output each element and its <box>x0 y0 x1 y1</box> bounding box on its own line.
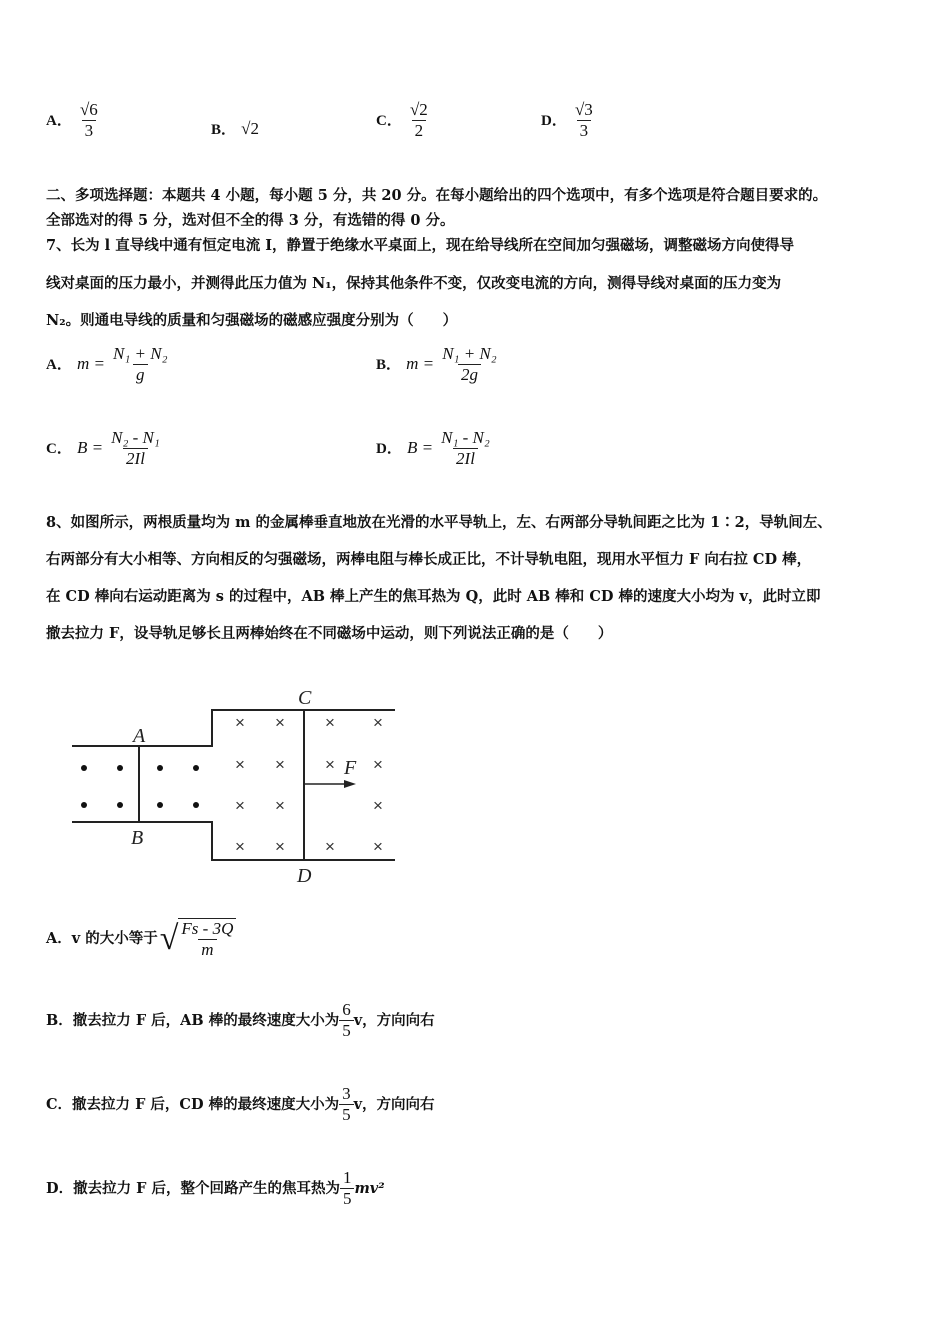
fraction-denominator: m <box>198 939 216 960</box>
fraction-numerator: Fs - 3Q <box>181 919 234 938</box>
upper-rail <box>72 710 395 746</box>
field-cross: × <box>373 837 383 856</box>
option-text: v 的大小等于 <box>71 930 158 947</box>
fraction-numerator: 6 <box>342 1000 351 1019</box>
fraction-numerator: 1 <box>342 1168 352 1187</box>
equation-lhs: m = <box>406 354 435 373</box>
label-d: D <box>297 865 312 887</box>
option-label: B． <box>46 1011 73 1029</box>
fraction-denominator: 2g <box>458 364 481 385</box>
q8-option-a <box>46 918 236 960</box>
field-dot <box>193 802 199 808</box>
equation-lhs: B = <box>406 438 434 457</box>
option-tail: v，方向向右 <box>353 1011 435 1029</box>
fraction-denominator: 5 <box>339 1020 354 1041</box>
field-dot <box>193 765 199 771</box>
option-text: 撤去拉力 F 后，CD 棒的最终速度大小为 <box>72 1095 340 1113</box>
field-cross: × <box>235 796 245 815</box>
field-dot <box>157 802 163 808</box>
radical-sign: √ <box>159 920 179 957</box>
option-label: C． <box>46 441 72 457</box>
field-dot <box>117 765 123 771</box>
q7-option-b <box>376 344 500 385</box>
fraction <box>439 344 499 385</box>
field-cross: × <box>275 837 285 856</box>
fraction-numerator: √2 <box>409 100 428 119</box>
field-cross: × <box>235 755 245 774</box>
field-cross: × <box>373 796 383 815</box>
fraction-denominator: 2 <box>412 120 427 141</box>
label-c: C <box>298 687 312 709</box>
q6-option-d <box>541 100 596 141</box>
fraction <box>572 100 596 141</box>
label-b: B <box>131 827 144 849</box>
q7-stem-line3: N₂。则通电导线的质量和匀强磁场的磁感应强度分别为（ ） <box>46 312 458 329</box>
fraction-numerator: N₁ + N₂ <box>442 344 497 363</box>
field-dot <box>157 765 163 771</box>
field-cross: × <box>275 713 285 732</box>
fraction-denominator: g <box>133 364 148 385</box>
option-label: C． <box>376 113 402 129</box>
q6-option-b <box>211 118 259 139</box>
q8-stem-line4: 撤去拉力 F，设导轨足够长且两棒始终在不同磁场中运动，则下列说法正确的是（ ） <box>46 625 613 642</box>
label-a: A <box>133 725 146 747</box>
fraction-denominator: 5 <box>340 1188 355 1209</box>
fraction <box>77 100 101 141</box>
q7-stem-line1: 7、长为 l 直导线中通有恒定电流 I，静置于绝缘水平桌面上，现在给导线所在空间加匀强磁场，调整磁场方向使得导 <box>46 237 795 254</box>
option-label: B． <box>211 122 237 138</box>
field-cross: × <box>325 837 335 856</box>
q7-option-a <box>46 344 171 385</box>
equation-lhs: m = <box>76 354 105 373</box>
field-cross: × <box>373 713 383 732</box>
fraction-denominator: 3 <box>82 120 97 141</box>
section-heading-line2: 全部选对的得 5 分，选对但不全的得 3 分，有选错的得 0 分。 <box>46 212 455 229</box>
q8-option-c <box>46 1084 435 1125</box>
fraction-numerator: N₁ - N₂ <box>441 428 490 447</box>
fraction-numerator: √3 <box>574 100 593 119</box>
fraction-numerator: N₁ + N₂ <box>113 344 168 363</box>
fraction-denominator: 2Il <box>453 448 478 469</box>
q8-option-b <box>46 1000 435 1041</box>
fraction-denominator: 2Il <box>123 448 148 469</box>
option-label: D． <box>541 113 567 129</box>
option-tail: v，方向向右 <box>353 1095 435 1113</box>
q8-option-d <box>46 1168 385 1209</box>
fraction <box>110 344 170 385</box>
option-text: 撤去拉力 F 后，AB 棒的最终速度大小为 <box>72 1011 340 1029</box>
option-tail: mv² <box>354 1179 385 1197</box>
field-cross: × <box>275 755 285 774</box>
option-label: A． <box>46 930 72 947</box>
field-cross: × <box>325 755 335 774</box>
field-cross: × <box>235 837 245 856</box>
fraction <box>438 428 493 469</box>
field-dot <box>81 802 87 808</box>
fraction <box>108 428 163 469</box>
fraction <box>178 918 236 960</box>
field-cross: × <box>275 796 285 815</box>
fraction-denominator: 5 <box>339 1104 354 1125</box>
force-arrowhead <box>344 780 356 788</box>
option-label: D． <box>376 441 402 457</box>
q8-stem-line3: 在 CD 棒向右运动距离为 s 的过程中，AB 棒上产生的焦耳热为 Q，此时 AB 棒和 CD 棒的速度大小均为 v，此时立即 <box>46 588 821 605</box>
q6-option-c <box>376 100 431 141</box>
option-label: A． <box>46 113 72 129</box>
fraction-numerator: N₂ - N₁ <box>111 428 160 447</box>
q8-stem-line2: 右两部分有大小相等、方向相反的匀强磁场，两棒电阻与棒长成正比，不计导轨电阻，现用水平恒力 F 向右拉 CD 棒， <box>46 551 812 568</box>
q8-stem-line1: 8、如图所示，两根质量均为 m 的金属棒垂直地放在光滑的水平导轨上，左、右两部分导轨间距之比为 1∶2，导轨间左、 <box>46 514 832 531</box>
fraction <box>340 1168 355 1209</box>
equation-lhs: B = <box>76 438 104 457</box>
fraction <box>339 1084 354 1125</box>
fraction-denominator: 3 <box>577 120 592 141</box>
option-label: C． <box>46 1095 73 1113</box>
lower-rail <box>72 822 395 860</box>
fraction <box>339 1000 354 1041</box>
field-cross: × <box>235 713 245 732</box>
option-text: 撤去拉力 F 后，整个回路产生的焦耳热为 <box>73 1179 340 1197</box>
option-label: D． <box>46 1179 74 1197</box>
field-dot <box>117 802 123 808</box>
rail-diagram <box>60 680 410 892</box>
fraction-numerator: 3 <box>342 1084 351 1103</box>
field-dot <box>81 765 87 771</box>
field-cross: × <box>373 755 383 774</box>
q7-stem-line2: 线对桌面的压力最小，并测得此压力值为 N₁，保持其他条件不变，仅改变电流的方向，测得导线对桌面的压力变为 <box>46 275 782 292</box>
option-label: B． <box>376 357 402 373</box>
q6-option-a <box>46 100 101 141</box>
field-cross: × <box>325 713 335 732</box>
radical-expression: √2 <box>241 119 259 138</box>
section-heading-line1: 二、多项选择题：本题共 4 小题，每小题 5 分，共 20 分。在每小题给出的四个选项中，有多个选项是符合题目要求的。 <box>46 187 828 204</box>
q7-option-c <box>46 428 163 469</box>
fraction-numerator: √6 <box>79 100 98 119</box>
option-label: A． <box>46 357 72 373</box>
fraction <box>407 100 431 141</box>
label-f: F <box>344 757 357 779</box>
q7-option-d <box>376 428 493 469</box>
